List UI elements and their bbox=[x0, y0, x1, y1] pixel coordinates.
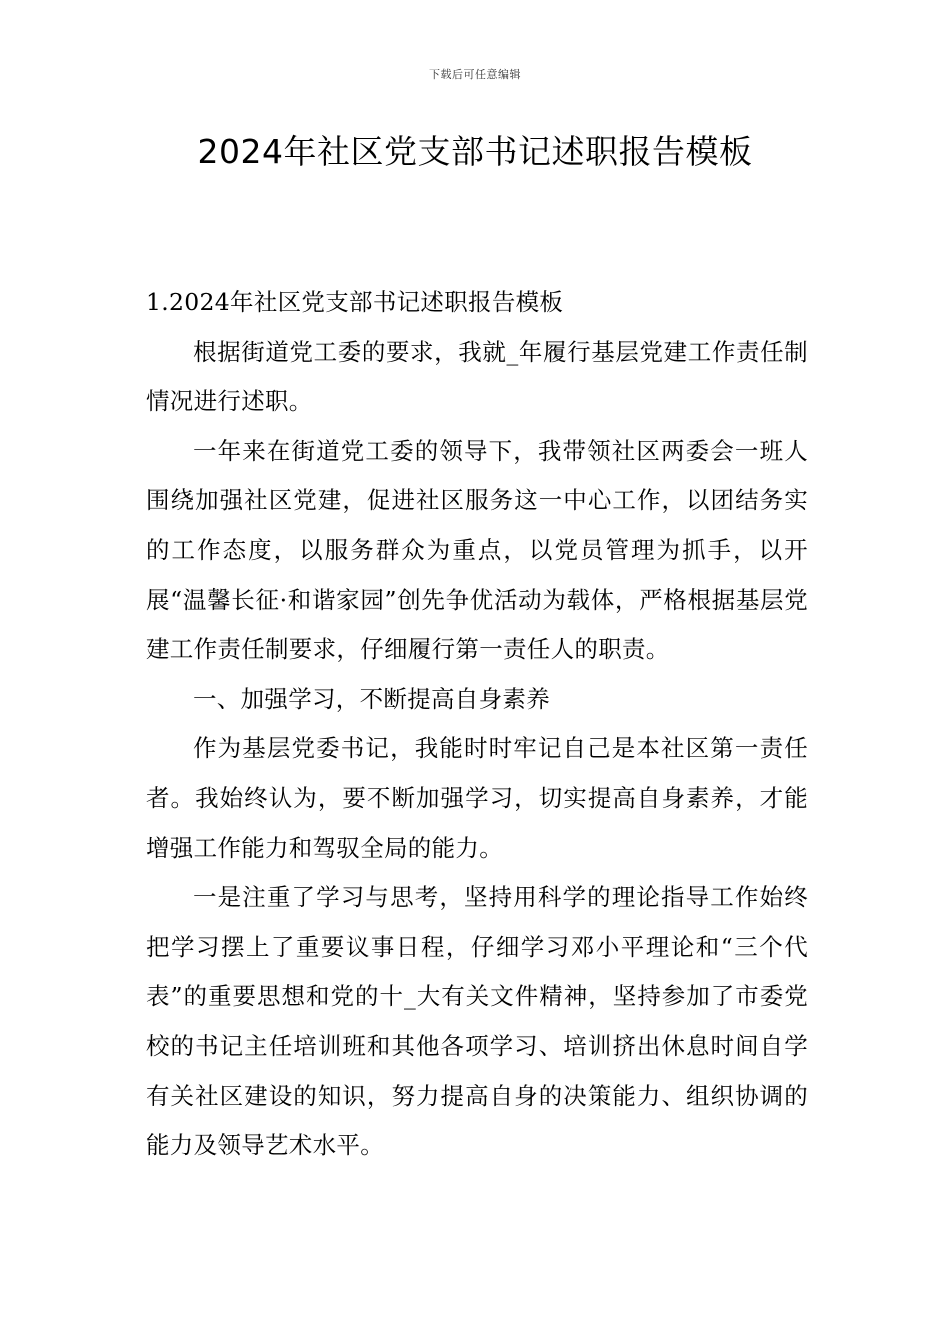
document-body bbox=[146, 278, 808, 1171]
paragraph: 根据街道党工委的要求，我就_年履行基层党建工作责任制情况进行述职。 bbox=[146, 337, 808, 416]
paragraph: 作为基层党委书记，我能时时牢记自己是本社区第一责任者。我始终认为，要不断加强学习，切实提高自身素养，才能增强工作能力和驾驭全局的能力。 bbox=[146, 734, 808, 862]
header-note: 下载后可任意编辑 bbox=[429, 68, 521, 81]
subsection-heading: 一、加强学习，不断提高自身素养 bbox=[193, 684, 550, 713]
paragraph: 一是注重了学习与思考，坚持用科学的理论指导工作始终把学习摆上了重要议事日程，仔细学习邓小平理论和“三个代表”的重要思想和党的十_大有关文件精神，坚持参加了市委党校的书记主任培训班和其他各项学习、培训挤出休息时间自学有关社区建设的知识，努力提高自身的决策能力、组织协调的能力及领导艺术水平。 bbox=[146, 883, 808, 1160]
paragraph: 一年来在街道党工委的领导下，我带领社区两委会一班人围绕加强社区党建，促进社区服务这一中心工作，以团结务实的工作态度，以服务群众为重点，以党员管理为抓手，以开展“温馨长征·和谐家园”创先争优活动为载体，严格根据基层党建工作责任制要求，仔细履行第一责任人的职责。 bbox=[146, 436, 808, 664]
section-heading: 1.2024年社区党支部书记述职报告模板 bbox=[146, 288, 564, 316]
document-title: 2024年社区党支部书记述职报告模板 bbox=[197, 132, 753, 171]
